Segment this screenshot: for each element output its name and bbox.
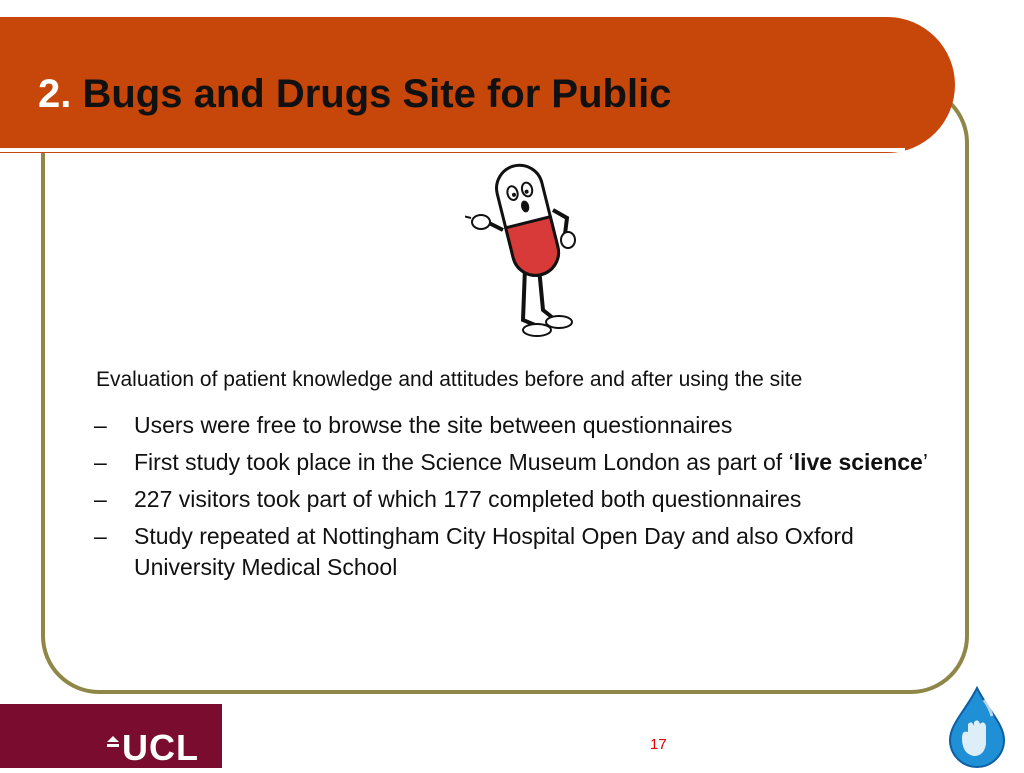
page-title (38, 70, 671, 118)
ucl-portico-icon (106, 734, 120, 756)
intro-text: Evaluation of patient knowledge and attitudes before and after using the site (96, 368, 803, 391)
pill-character-icon (465, 160, 585, 360)
ucl-logo (106, 728, 199, 768)
bullet-list (94, 410, 954, 589)
bullet-marker: – (94, 486, 107, 512)
bullet-text-after: ’ (922, 449, 928, 475)
bullet-bold-text: live science (793, 449, 923, 475)
page-number: 17 (650, 736, 667, 753)
list-item (94, 447, 954, 478)
list-item (94, 410, 954, 441)
bullet-text: Users were free to browse the site between questionnaires (134, 412, 733, 438)
ucl-logo-text: UCL (122, 727, 199, 768)
bullet-text: Study repeated at Nottingham City Hospital Open Day and also Oxford University Medical School (134, 523, 854, 580)
title-underline (0, 148, 905, 152)
bullet-marker: – (94, 449, 107, 475)
water-drop-hand-icon (944, 686, 1010, 773)
bullet-text: 227 visitors took part of which 177 completed both questionnaires (134, 486, 802, 512)
list-item (94, 521, 954, 583)
bullet-text: First study took place in the Science Museum London as part of ‘ (134, 449, 794, 475)
bullet-marker: – (94, 412, 107, 438)
title-number: 2. (38, 72, 72, 116)
title-text: Bugs and Drugs Site for Public (82, 72, 672, 116)
list-item (94, 484, 954, 515)
bullet-marker: – (94, 523, 107, 549)
